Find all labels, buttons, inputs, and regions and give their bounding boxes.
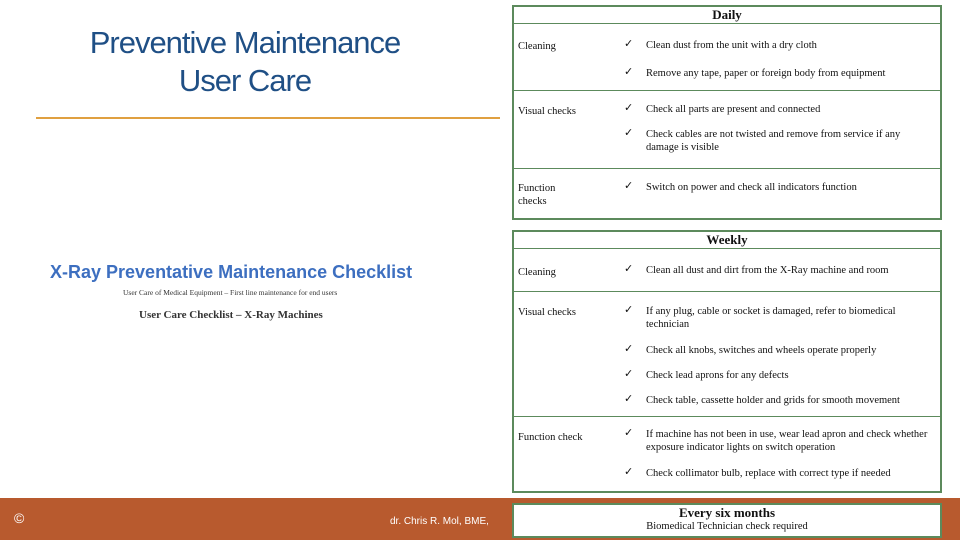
daily-visual-label: Visual checks (518, 106, 576, 117)
slide-title-line2: User Care (178, 63, 312, 98)
weekly-function-row (514, 417, 940, 492)
slide-title-line1: Preventive Maintenance (89, 25, 401, 60)
check-icon: ✓ (624, 427, 634, 439)
daily-visual-item: ✓ Check cables are not twisted and remove from service if any damage is visible (624, 127, 901, 153)
daily-cleaning-item: ✓ Remove any tape, paper or foreign body from equipment (624, 66, 886, 79)
daily-function-row (514, 169, 940, 219)
weekly-cleaning-row (514, 249, 940, 292)
check-icon: ✓ (624, 127, 634, 139)
daily-cleaning-row (514, 24, 940, 91)
weekly-visual-item: ✓ Check table, cassette holder and grids for smooth movement (624, 393, 900, 406)
check-icon: ✓ (624, 180, 634, 192)
weekly-cleaning-item: ✓ Clean all dust and dirt from the X-Ray machine and room (624, 263, 889, 276)
footer-author: dr. Chris R. Mol, BME, (390, 516, 489, 527)
check-icon: ✓ (624, 304, 634, 316)
weekly-visual-item: ✓ Check lead aprons for any defects (624, 368, 789, 381)
sixmonths-panel (512, 503, 942, 538)
weekly-visual-row (514, 292, 940, 417)
checklist-subtitle2: User Care Checklist – X-Ray Machines (139, 309, 323, 321)
check-icon: ✓ (624, 393, 634, 405)
weekly-function-label: Function check (518, 432, 583, 443)
daily-panel (512, 5, 942, 220)
weekly-title: Weekly (514, 232, 940, 249)
weekly-panel (512, 230, 942, 493)
weekly-cleaning-label: Cleaning (518, 267, 556, 278)
weekly-visual-label: Visual checks (518, 307, 576, 318)
daily-visual-row (514, 91, 940, 169)
weekly-visual-item: ✓ Check all knobs, switches and wheels operate properly (624, 343, 877, 356)
daily-visual-item: ✓ Check all parts are present and connected (624, 102, 821, 115)
check-icon: ✓ (624, 263, 634, 275)
daily-function-label: Function checks (518, 183, 556, 207)
checklist-subtitle: User Care of Medical Equipment – First line maintenance for end users (123, 288, 338, 297)
check-icon: ✓ (624, 466, 634, 478)
weekly-visual-item: ✓ If any plug, cable or socket is damaged, refer to biomedical technician (624, 304, 896, 330)
weekly-function-item: ✓ If machine has not been in use, wear lead apron and check whether exposure indicator lights on switch operation (624, 427, 928, 453)
check-icon: ✓ (624, 343, 634, 355)
check-icon: ✓ (624, 102, 634, 114)
title-divider (36, 117, 500, 119)
slide-title (40, 24, 450, 100)
daily-cleaning-item: ✓ Clean dust from the unit with a dry cloth (624, 38, 817, 51)
sixmonths-note: Biomedical Technician check required (646, 521, 808, 532)
check-icon: ✓ (624, 368, 634, 380)
sixmonths-title: Every six months (678, 505, 776, 520)
daily-cleaning-label: Cleaning (518, 41, 556, 52)
daily-title: Daily (514, 7, 940, 24)
check-icon: ✓ (624, 38, 634, 50)
checklist-heading: X-Ray Preventative Maintenance Checklist (50, 262, 413, 282)
daily-function-item: ✓ Switch on power and check all indicators function (624, 180, 857, 193)
copyright-symbol: © (14, 510, 25, 526)
weekly-function-item: ✓ Check collimator bulb, replace with correct type if needed (624, 466, 891, 479)
check-icon: ✓ (624, 66, 634, 78)
